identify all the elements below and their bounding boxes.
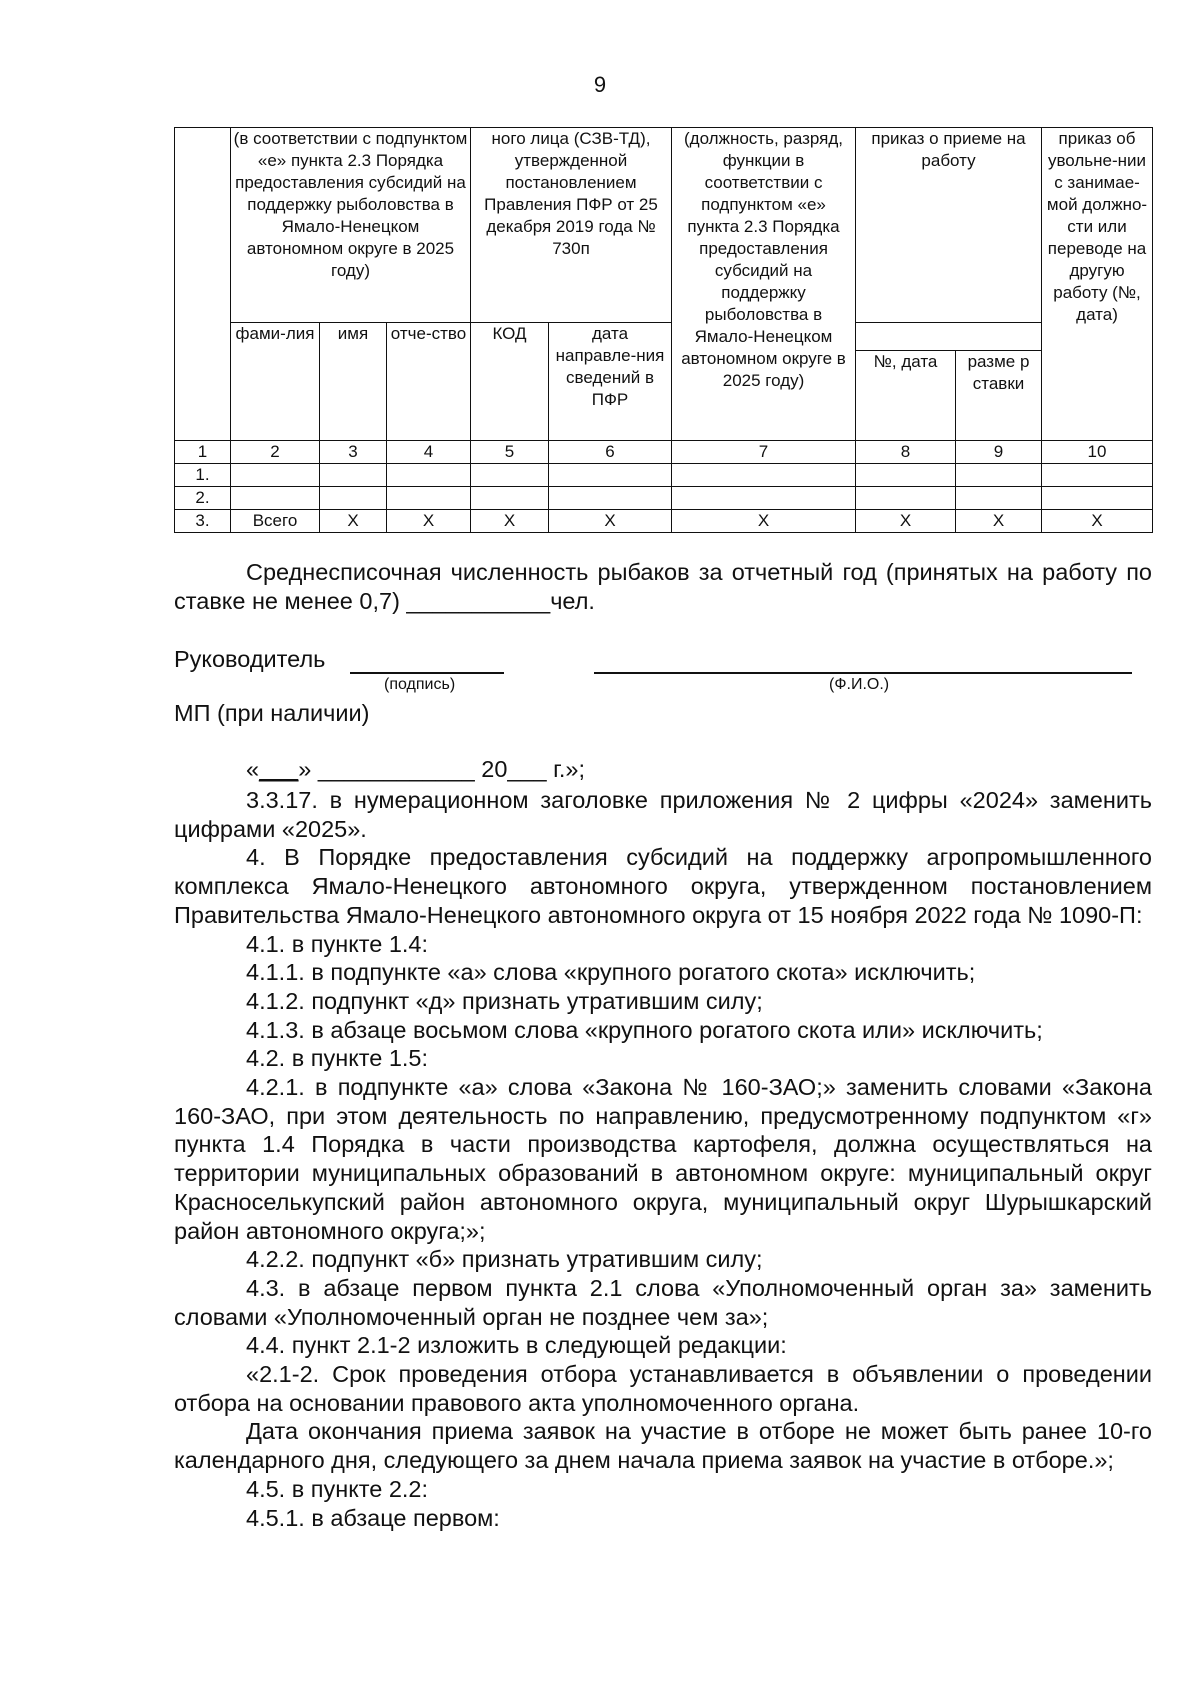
paragraph: 4.2. в пункте 1.5: [246,1045,429,1072]
table-cell: Всего [231,510,320,533]
column-number: 1 [175,441,231,464]
fio-line [594,652,1132,674]
header-name: имя [320,323,387,441]
table-cell [856,464,956,487]
header-szv-group: ного лица (СЗВ-ТД), утвержденной постановлением Правления ПФР от 25 декабря 2019 года № 730п [471,128,672,323]
seal-note: МП (при наличии) [174,700,370,726]
table-cell: Х [672,510,856,533]
table-cell [1042,464,1153,487]
average-headcount-blank: ___________ [406,587,551,614]
signature-label: Руководитель [174,646,326,672]
average-headcount-unit: чел. [550,587,595,614]
table-cell [231,487,320,510]
header-patronymic: отче-ство [387,323,471,441]
table-cell [549,464,672,487]
table-cell [231,464,320,487]
date-close-quote: » [298,756,312,782]
signature-line [350,652,504,674]
paragraph: 4. В Порядке предоставления субсидий на поддержку агропромышленного комплекса Ямало-Ненецкого автономного округа, утвержденном постановлением Правительства Ямало-Ненецкого автономного округа от 15 ноября 2022 года № 1090-П: [174,844,1152,928]
header-dismissal-order: приказ об увольне-нии с занимае-мой должно-сти или переводе на другую работу (№, дата) [1042,128,1153,441]
table-cell [471,487,549,510]
column-numbers-row [175,441,1153,464]
column-number: 9 [956,441,1042,464]
year-blank: ___ [507,756,547,782]
paragraph: 4.1.1. в подпункте «а» слова «крупного рогатого скота» исключить; [246,959,976,986]
table-cell: Х [856,510,956,533]
table-cell [471,464,549,487]
paragraph: 3.3.17. в нумерационном заголовке приложения № 2 цифры «2024» заменить цифрами «2025». [174,787,1152,842]
paragraph: 4.1.2. подпункт «д» признать утратившим силу; [246,987,763,1014]
paragraph: 4.5. в пункте 2.2: [246,1475,429,1502]
average-headcount-block [174,558,1152,615]
column-number: 2 [231,441,320,464]
date-line [246,756,585,783]
paragraph: 4.2.1. в подпункте «а» слова «Закона № 160-ЗАО;» заменить словами «Закона 160-ЗАО, при этом деятельность по направлению, предусмотренному подпунктом «г» пункта 1.4 Порядка в части производства картофеля, должна осуществляться на территории муниципальных образований в автономном округе: муниципальный округ Красноселькупский район автономного округа, муниципальный округ Шурышкарский район автономного округа;»; [174,1074,1152,1244]
table-cell [856,487,956,510]
header-rate: разме р ставки [956,351,1042,441]
paragraph: «2.1-2. Срок проведения отбора устанавливается в объявлении о проведении отбора на основании правового акта уполномоченного органа. [174,1361,1152,1416]
column-number: 3 [320,441,387,464]
table-cell [956,464,1042,487]
column-number: 6 [549,441,672,464]
paragraph: 4.4. пункт 2.1-2 изложить в следующей редакции: [246,1332,787,1359]
column-number: 5 [471,441,549,464]
table-cell [672,487,856,510]
header-surname: фами-лия [231,323,320,441]
table-cell: Х [956,510,1042,533]
table-cell [320,487,387,510]
amendments-text [174,786,1152,1532]
paragraph: 4.2.2. подпункт «б» признать утратившим силу; [246,1246,763,1273]
table-cell: Х [1042,510,1153,533]
table-cell: Х [320,510,387,533]
employees-table [174,127,1153,533]
table-cell [387,487,471,510]
table-row [175,464,1153,487]
table-cell: 1. [175,464,231,487]
average-headcount-text: Среднесписочная численность рыбаков за отчетный год (принятых на работу по ставке не менее 0,7) [174,559,1152,614]
average-headcount-line [174,558,1152,615]
paragraph: Дата окончания приема заявок на участие в отборе не может быть ранее 10-го календарного дня, следующего за днем начала приема заявок на участие в отборе.»; [174,1418,1152,1474]
table-cell [672,464,856,487]
page-number: 9 [593,72,607,97]
date-open-quote: « [246,756,260,782]
month-blank: ____________ [317,756,475,782]
column-number: 10 [1042,441,1153,464]
table-cell [320,464,387,487]
signature-caption: (подпись) [384,676,456,693]
fio-caption: (Ф.И.О.) [829,676,890,693]
table-cell: Х [387,510,471,533]
header-position: (должность, разряд, функции в соответствии с подпунктом «е» пункта 2.3 Порядка предоставления субсидий на поддержку рыболовства в Ямало-Ненецком автономном округе в 2025 году) [672,128,856,441]
paragraph: 4.5.1. в абзаце первом: [246,1504,500,1531]
year-prefix: 20 [481,756,508,782]
header-date-sent: дата направле-ния сведений в ПФР [549,323,672,441]
date-suffix: г.»; [553,756,586,782]
paragraph: 4.1. в пункте 1.4: [246,930,429,957]
column-number: 4 [387,441,471,464]
table-cell: Х [549,510,672,533]
header-order-number-date: №, дата [856,351,956,441]
header-code: КОД [471,323,549,441]
column-number: 7 [672,441,856,464]
table-row-total [175,510,1153,533]
header-cell-blank [175,128,231,441]
table-cell: Х [471,510,549,533]
table-cell: 3. [175,510,231,533]
table-row [175,487,1153,510]
day-blank: ___ [259,756,299,782]
table-cell [387,464,471,487]
header-fio-group: (в соответствии с подпунктом «е» пункта 2.3 Порядка предоставления субсидий на поддержку рыболовства в Ямало-Ненецком автономном округе в 2025 году) [231,128,471,323]
header-hire-spacer [856,323,1042,351]
table-cell [1042,487,1153,510]
column-number: 8 [856,441,956,464]
header-hire-order: приказ о приеме на работу [856,128,1042,323]
table-cell: 2. [175,487,231,510]
paragraph: 4.1.3. в абзаце восьмом слова «крупного рогатого скота или» исключить; [246,1016,1043,1043]
paragraph: 4.3. в абзаце первом пункта 2.1 слова «Уполномоченный орган за» заменить словами «Уполномоченный орган не позднее чем за»; [174,1274,1152,1330]
table-cell [956,487,1042,510]
table-cell [549,487,672,510]
